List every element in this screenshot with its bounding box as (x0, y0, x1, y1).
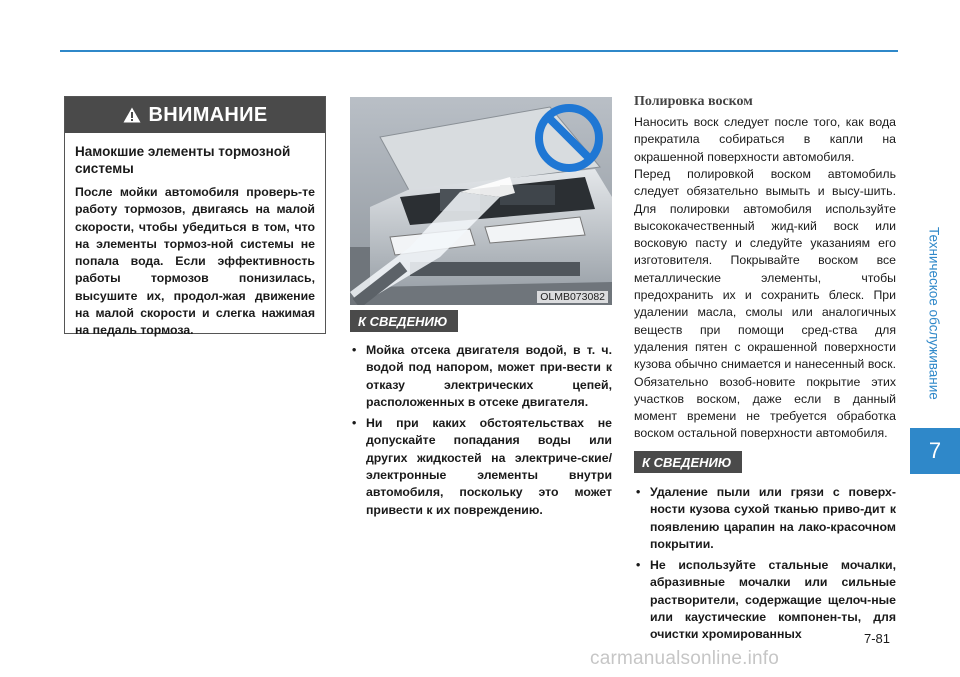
section-title: Полировка воском (634, 94, 753, 109)
warning-title: ВНИМАНИЕ (148, 103, 268, 126)
paragraph-2: Перед полировкой воском автомобиль следует обязательно вымыть и высу-шить. Для полировки автомобиля используйте высококачественный жид-кий воск или восковую пасту и следуйте указаниям его изготовителя. Покрывайте воском все металлические элементы, чтобы предохранить их и сохранить блеск. При удалении масла, смолы или аналогичных веществ при помощи сред-ства для удаления пятен с окрашенной поверхности кузова обычно снимается и нанесенный воск. Обязательно возоб-новите покрытие этих участков воском, даже если в данный момент времени не требуется обработка воском остальной поверхности автомобиля. (634, 167, 896, 441)
notice-label-2-text: К СВЕДЕНИЮ (642, 454, 732, 470)
engine-wash-photo (350, 97, 612, 305)
warning-header (65, 97, 325, 133)
chapter-tab (910, 428, 960, 474)
page-number: 7-81 (864, 631, 891, 646)
notice-label-1-text: К СВЕДЕНИЮ (358, 313, 448, 329)
paragraph-1: Наносить воск следует после того, как вода прекратила собираться в капли на окрашенной поверхности автомобиля. (634, 115, 896, 164)
photo-code: OLMB073082 (537, 291, 608, 303)
chapter-number: 7 (928, 438, 942, 463)
warning-subtitle: Намокшие элементы тормозной системы (75, 144, 291, 176)
list-item: • Ни при каких обстоятельствах не допускайте попадания воды или других жидкостей на электриче-ские/электронные элементы внутри автомобиля, поскольку это может привести к их повреждению. (350, 415, 612, 519)
list-item: • Не используйте стальные мочалки, абразивные мочалки или сильные растворители, содержащие щелоч-ные или каустические компонен-ты, для очистки хромированных (634, 557, 896, 643)
warning-triangle-icon (123, 107, 141, 123)
notice-2-list (634, 484, 896, 648)
notice-1-list (350, 342, 612, 523)
list-item: • Мойка отсека двигателя водой, в т. ч. водой под напором, может при-вести к отказу электрических цепей, расположенных в отсеке двигателя. (350, 342, 612, 411)
warning-text: После мойки автомобиля проверь-те работу тормозов, двигаясь на малой скорости, чтобы убедиться в том, что на элементы тормоз-ной системы не попала вода. Если эффективность работы тормозов понизилась, высушите их, продол-жая движение на малой скорости и слегка нажимая на педаль тормоза. (75, 185, 315, 338)
notice-label-2 (634, 451, 742, 473)
watermark: carmanualsonline.info (590, 648, 780, 669)
warning-body (65, 133, 325, 340)
side-chapter-title (922, 205, 946, 421)
warning-box (64, 96, 326, 338)
top-rule (60, 50, 898, 52)
list-item: • Удаление пыли или грязи с поверх-ности кузова сухой тканью приво-дит к появлению царапин на лако-красочном покрытии. (634, 484, 896, 553)
notice-label-1 (350, 310, 458, 332)
prohibition-icon (534, 103, 604, 173)
side-chapter-title-text: Техническое обслуживание (926, 226, 942, 400)
